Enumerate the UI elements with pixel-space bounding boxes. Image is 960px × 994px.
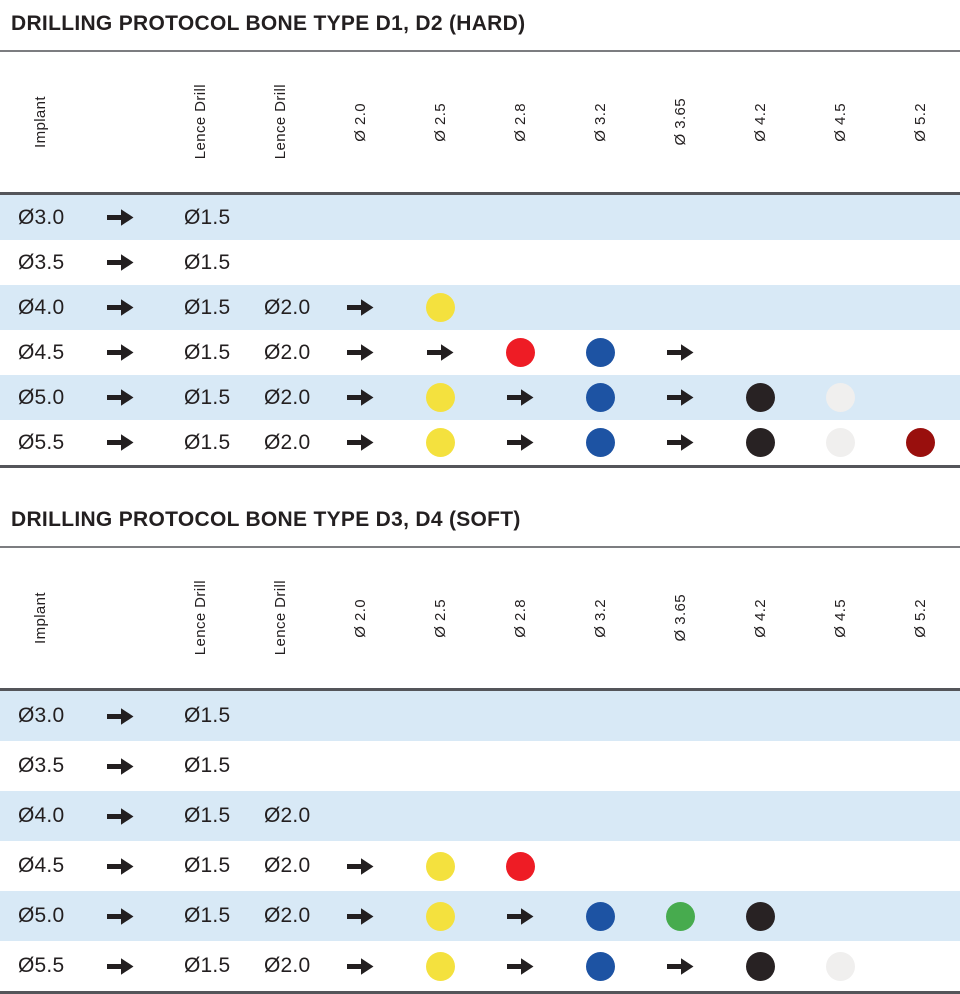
column-header-label: Lence Drill bbox=[191, 580, 209, 656]
empty-cell bbox=[560, 285, 640, 330]
arrow-cell bbox=[80, 420, 160, 465]
drill-size-cell bbox=[240, 285, 320, 330]
arrow-cell bbox=[80, 791, 160, 841]
arrow-cell bbox=[80, 285, 160, 330]
empty-cell bbox=[560, 195, 640, 240]
column-header-label: Implant bbox=[31, 592, 49, 644]
table-title-soft: DRILLING PROTOCOL BONE TYPE D3, D4 (SOFT) bbox=[11, 508, 521, 531]
empty-cell bbox=[240, 240, 320, 285]
drill-step-cell bbox=[720, 375, 800, 420]
drill-size-cell bbox=[240, 941, 320, 991]
empty-cell bbox=[800, 285, 880, 330]
drill-step-cell bbox=[400, 285, 480, 330]
empty-cell bbox=[880, 841, 960, 891]
implant-size-label: Ø4.0 bbox=[18, 295, 65, 319]
implant-size-cell bbox=[0, 240, 80, 285]
arrow-icon bbox=[507, 388, 534, 407]
drill-size-label: Ø1.5 bbox=[184, 340, 231, 364]
drill-size-cell bbox=[240, 791, 320, 841]
empty-cell bbox=[480, 691, 560, 741]
empty-cell bbox=[560, 841, 640, 891]
drill-step-cell bbox=[400, 375, 480, 420]
column-header-label: Ø 3.2 bbox=[591, 102, 609, 142]
table-row-3.5 bbox=[0, 741, 960, 791]
implant-size-cell bbox=[0, 691, 80, 741]
drill-step-cell bbox=[400, 841, 480, 891]
empty-cell bbox=[720, 285, 800, 330]
implant-size-cell bbox=[0, 841, 80, 891]
white-dot-icon bbox=[826, 952, 855, 981]
drill-size-label: Ø1.5 bbox=[184, 704, 231, 727]
arrow-cell bbox=[80, 375, 160, 420]
column-header-2.5 bbox=[400, 548, 480, 688]
column-header-lence-drill bbox=[240, 52, 320, 192]
arrow-icon bbox=[347, 388, 374, 407]
drill-step-cell bbox=[720, 420, 800, 465]
empty-cell bbox=[400, 691, 480, 741]
arrow-icon bbox=[107, 208, 134, 227]
empty-cell bbox=[800, 891, 880, 941]
column-header-label: Ø 2.0 bbox=[351, 598, 369, 638]
arrow-icon bbox=[667, 343, 694, 362]
column-header-label: Implant bbox=[31, 96, 49, 148]
empty-cell bbox=[640, 285, 720, 330]
column-header-2.0 bbox=[320, 52, 400, 192]
column-header-label: Ø 3.65 bbox=[671, 594, 689, 642]
drill-size-label: Ø1.5 bbox=[184, 904, 231, 927]
arrow-cell bbox=[80, 240, 160, 285]
arrow-icon bbox=[107, 757, 134, 776]
arrow-icon bbox=[347, 957, 374, 976]
column-header-lence-drill bbox=[240, 548, 320, 688]
arrow-cell bbox=[640, 941, 720, 991]
arrow-cell bbox=[640, 330, 720, 375]
implant-size-cell bbox=[0, 791, 80, 841]
drill-size-cell bbox=[240, 420, 320, 465]
table-header bbox=[0, 548, 960, 688]
table-row-4.0 bbox=[0, 285, 960, 330]
drill-size-cell bbox=[160, 791, 240, 841]
empty-cell bbox=[800, 741, 880, 791]
empty-cell bbox=[720, 240, 800, 285]
column-header-label: Ø 4.5 bbox=[831, 598, 849, 638]
empty-cell bbox=[560, 741, 640, 791]
implant-size-cell bbox=[0, 891, 80, 941]
empty-cell bbox=[880, 791, 960, 841]
black-dot-icon bbox=[746, 428, 775, 457]
table-row-4.5 bbox=[0, 330, 960, 375]
implant-size-label: Ø3.5 bbox=[18, 250, 65, 274]
drill-step-cell bbox=[400, 420, 480, 465]
drill-step-cell bbox=[400, 941, 480, 991]
yellow-dot-icon bbox=[426, 428, 455, 457]
column-header-label: Ø 2.8 bbox=[511, 598, 529, 638]
table-row-4.5 bbox=[0, 841, 960, 891]
empty-cell bbox=[400, 741, 480, 791]
drill-size-label: Ø1.5 bbox=[184, 205, 231, 229]
empty-cell bbox=[800, 240, 880, 285]
drill-size-cell bbox=[240, 891, 320, 941]
yellow-dot-icon bbox=[426, 383, 455, 412]
drill-size-label: Ø1.5 bbox=[184, 250, 231, 274]
arrow-cell bbox=[320, 420, 400, 465]
empty-cell bbox=[640, 841, 720, 891]
arrow-icon bbox=[427, 343, 454, 362]
drill-size-cell bbox=[160, 420, 240, 465]
column-header-label: Ø 4.2 bbox=[751, 102, 769, 142]
arrow-cell bbox=[320, 330, 400, 375]
empty-cell bbox=[480, 741, 560, 791]
implant-size-cell bbox=[0, 330, 80, 375]
yellow-dot-icon bbox=[426, 952, 455, 981]
drill-size-cell bbox=[160, 841, 240, 891]
column-header-3.65 bbox=[640, 548, 720, 688]
drill-size-label: Ø2.0 bbox=[264, 340, 311, 364]
drill-size-cell bbox=[160, 240, 240, 285]
empty-cell bbox=[800, 841, 880, 891]
drill-size-label: Ø2.0 bbox=[264, 385, 311, 409]
empty-cell bbox=[800, 691, 880, 741]
green-dot-icon bbox=[666, 902, 695, 931]
empty-cell bbox=[480, 240, 560, 285]
column-header-label: Ø 5.2 bbox=[911, 598, 929, 638]
empty-cell bbox=[720, 330, 800, 375]
drill-step-cell bbox=[560, 330, 640, 375]
implant-size-cell bbox=[0, 741, 80, 791]
column-header-implant bbox=[0, 548, 80, 688]
arrow-cell bbox=[80, 941, 160, 991]
implant-size-label: Ø4.0 bbox=[18, 804, 65, 827]
empty-cell bbox=[240, 741, 320, 791]
column-header-label: Ø 5.2 bbox=[911, 102, 929, 142]
column-header-empty bbox=[80, 548, 160, 688]
empty-cell bbox=[320, 741, 400, 791]
implant-size-cell bbox=[0, 285, 80, 330]
drill-size-cell bbox=[160, 691, 240, 741]
empty-cell bbox=[800, 791, 880, 841]
arrow-cell bbox=[80, 741, 160, 791]
drill-step-cell bbox=[480, 330, 560, 375]
arrow-cell bbox=[80, 195, 160, 240]
implant-size-label: Ø3.5 bbox=[18, 754, 65, 777]
empty-cell bbox=[720, 741, 800, 791]
empty-cell bbox=[880, 891, 960, 941]
white-dot-icon bbox=[826, 428, 855, 457]
empty-cell bbox=[640, 240, 720, 285]
empty-cell bbox=[320, 791, 400, 841]
implant-size-label: Ø5.0 bbox=[18, 904, 65, 927]
column-header-3.65 bbox=[640, 52, 720, 192]
drill-size-label: Ø1.5 bbox=[184, 754, 231, 777]
drill-step-cell bbox=[560, 891, 640, 941]
implant-size-label: Ø4.5 bbox=[18, 854, 65, 877]
arrow-cell bbox=[80, 330, 160, 375]
arrow-cell bbox=[480, 891, 560, 941]
empty-cell bbox=[320, 691, 400, 741]
empty-cell bbox=[880, 941, 960, 991]
black-dot-icon bbox=[746, 383, 775, 412]
drill-size-cell bbox=[160, 195, 240, 240]
empty-cell bbox=[720, 791, 800, 841]
column-header-2.5 bbox=[400, 52, 480, 192]
drill-size-cell bbox=[240, 375, 320, 420]
table-row-5.5 bbox=[0, 941, 960, 991]
column-header-label: Ø 2.5 bbox=[431, 102, 449, 142]
drill-size-cell bbox=[160, 330, 240, 375]
empty-cell bbox=[880, 691, 960, 741]
drill-step-cell bbox=[720, 941, 800, 991]
arrow-icon bbox=[107, 253, 134, 272]
drill-size-label: Ø2.0 bbox=[264, 954, 311, 977]
drill-size-label: Ø1.5 bbox=[184, 954, 231, 977]
drill-step-cell bbox=[880, 420, 960, 465]
arrow-cell bbox=[320, 841, 400, 891]
table-row-3.0 bbox=[0, 691, 960, 741]
empty-cell bbox=[640, 691, 720, 741]
table-row-5.0 bbox=[0, 375, 960, 420]
column-header-2.0 bbox=[320, 548, 400, 688]
arrow-cell bbox=[480, 420, 560, 465]
column-header-label: Ø 3.2 bbox=[591, 598, 609, 638]
column-header-2.8 bbox=[480, 548, 560, 688]
empty-cell bbox=[880, 330, 960, 375]
empty-cell bbox=[640, 741, 720, 791]
blue-dot-icon bbox=[586, 952, 615, 981]
table-row-5.0 bbox=[0, 891, 960, 941]
empty-cell bbox=[320, 240, 400, 285]
blue-dot-icon bbox=[586, 383, 615, 412]
arrow-cell bbox=[80, 891, 160, 941]
blue-dot-icon bbox=[586, 428, 615, 457]
drill-size-cell bbox=[240, 330, 320, 375]
implant-size-label: Ø3.0 bbox=[18, 205, 65, 229]
empty-cell bbox=[800, 330, 880, 375]
drill-size-label: Ø1.5 bbox=[184, 295, 231, 319]
column-header-label: Ø 2.5 bbox=[431, 598, 449, 638]
arrow-cell bbox=[320, 285, 400, 330]
table-header bbox=[0, 52, 960, 192]
arrow-icon bbox=[347, 298, 374, 317]
column-header-4.5 bbox=[800, 548, 880, 688]
yellow-dot-icon bbox=[426, 293, 455, 322]
arrow-cell bbox=[640, 375, 720, 420]
column-header-label: Lence Drill bbox=[191, 84, 209, 160]
empty-cell bbox=[400, 195, 480, 240]
column-header-empty bbox=[80, 52, 160, 192]
arrow-icon bbox=[107, 388, 134, 407]
empty-cell bbox=[720, 691, 800, 741]
arrow-icon bbox=[347, 857, 374, 876]
protocol-table-hard bbox=[0, 0, 960, 468]
arrow-icon bbox=[347, 343, 374, 362]
table-body bbox=[0, 195, 960, 465]
drill-size-cell bbox=[160, 285, 240, 330]
drill-step-cell bbox=[560, 420, 640, 465]
empty-cell bbox=[560, 240, 640, 285]
red-dot-icon bbox=[506, 338, 535, 367]
column-header-label: Ø 3.65 bbox=[671, 98, 689, 146]
empty-cell bbox=[480, 195, 560, 240]
table-bottom-divider bbox=[0, 465, 960, 468]
arrow-cell bbox=[480, 375, 560, 420]
table-body bbox=[0, 691, 960, 991]
column-header-label: Lence Drill bbox=[271, 580, 289, 656]
empty-cell bbox=[480, 285, 560, 330]
drill-size-label: Ø1.5 bbox=[184, 854, 231, 877]
implant-size-cell bbox=[0, 375, 80, 420]
arrow-icon bbox=[107, 957, 134, 976]
implant-size-cell bbox=[0, 941, 80, 991]
empty-cell bbox=[400, 791, 480, 841]
arrow-cell bbox=[480, 941, 560, 991]
column-header-4.2 bbox=[720, 52, 800, 192]
implant-size-label: Ø3.0 bbox=[18, 704, 65, 727]
column-header-label: Ø 2.0 bbox=[351, 102, 369, 142]
arrow-icon bbox=[107, 707, 134, 726]
drill-size-label: Ø1.5 bbox=[184, 385, 231, 409]
arrow-icon bbox=[507, 907, 534, 926]
drill-step-cell bbox=[640, 891, 720, 941]
table-row-4.0 bbox=[0, 791, 960, 841]
arrow-icon bbox=[507, 957, 534, 976]
column-header-label: Ø 4.5 bbox=[831, 102, 849, 142]
drill-step-cell bbox=[560, 375, 640, 420]
column-header-label: Ø 4.2 bbox=[751, 598, 769, 638]
implant-size-label: Ø4.5 bbox=[18, 340, 65, 364]
drill-step-cell bbox=[720, 891, 800, 941]
arrow-icon bbox=[507, 433, 534, 452]
implant-size-cell bbox=[0, 420, 80, 465]
drill-size-label: Ø1.5 bbox=[184, 804, 231, 827]
empty-cell bbox=[880, 741, 960, 791]
table-title-hard: DRILLING PROTOCOL BONE TYPE D1, D2 (HARD) bbox=[11, 12, 526, 35]
arrow-cell bbox=[320, 891, 400, 941]
column-header-4.5 bbox=[800, 52, 880, 192]
empty-cell bbox=[720, 195, 800, 240]
drill-size-label: Ø2.0 bbox=[264, 904, 311, 927]
arrow-cell bbox=[320, 375, 400, 420]
blue-dot-icon bbox=[586, 902, 615, 931]
implant-size-label: Ø5.5 bbox=[18, 954, 65, 977]
arrow-icon bbox=[107, 298, 134, 317]
arrow-icon bbox=[347, 907, 374, 926]
arrow-cell bbox=[80, 841, 160, 891]
blue-dot-icon bbox=[586, 338, 615, 367]
arrow-cell bbox=[640, 420, 720, 465]
drill-step-cell bbox=[800, 375, 880, 420]
empty-cell bbox=[800, 195, 880, 240]
arrow-cell bbox=[320, 941, 400, 991]
implant-size-label: Ø5.5 bbox=[18, 430, 65, 454]
empty-cell bbox=[240, 691, 320, 741]
arrow-cell bbox=[400, 330, 480, 375]
white-dot-icon bbox=[826, 383, 855, 412]
drill-size-label: Ø2.0 bbox=[264, 854, 311, 877]
yellow-dot-icon bbox=[426, 902, 455, 931]
yellow-dot-icon bbox=[426, 852, 455, 881]
arrow-icon bbox=[107, 433, 134, 452]
drill-step-cell bbox=[480, 841, 560, 891]
empty-cell bbox=[880, 240, 960, 285]
arrow-icon bbox=[667, 433, 694, 452]
drill-size-cell bbox=[160, 375, 240, 420]
empty-cell bbox=[720, 841, 800, 891]
arrow-cell bbox=[80, 691, 160, 741]
column-header-implant bbox=[0, 52, 80, 192]
empty-cell bbox=[560, 791, 640, 841]
column-header-3.2 bbox=[560, 548, 640, 688]
drill-size-cell bbox=[160, 941, 240, 991]
arrow-icon bbox=[107, 907, 134, 926]
arrow-icon bbox=[107, 807, 134, 826]
empty-cell bbox=[320, 195, 400, 240]
column-header-4.2 bbox=[720, 548, 800, 688]
drill-step-cell bbox=[800, 941, 880, 991]
implant-size-label: Ø5.0 bbox=[18, 385, 65, 409]
arrow-icon bbox=[107, 857, 134, 876]
empty-cell bbox=[880, 375, 960, 420]
empty-cell bbox=[640, 791, 720, 841]
column-header-label: Lence Drill bbox=[271, 84, 289, 160]
black-dot-icon bbox=[746, 902, 775, 931]
table-row-3.5 bbox=[0, 240, 960, 285]
empty-cell bbox=[480, 791, 560, 841]
drill-step-cell bbox=[400, 891, 480, 941]
empty-cell bbox=[880, 285, 960, 330]
column-header-5.2 bbox=[880, 548, 960, 688]
empty-cell bbox=[240, 195, 320, 240]
empty-cell bbox=[400, 240, 480, 285]
drill-size-cell bbox=[160, 741, 240, 791]
drill-size-cell bbox=[160, 891, 240, 941]
black-dot-icon bbox=[746, 952, 775, 981]
column-header-5.2 bbox=[880, 52, 960, 192]
red-dot-icon bbox=[506, 852, 535, 881]
drill-step-cell bbox=[560, 941, 640, 991]
table-row-5.5 bbox=[0, 420, 960, 465]
implant-size-cell bbox=[0, 195, 80, 240]
drill-size-label: Ø1.5 bbox=[184, 430, 231, 454]
empty-cell bbox=[560, 691, 640, 741]
table-row-3.0 bbox=[0, 195, 960, 240]
column-header-lence-drill bbox=[160, 548, 240, 688]
column-header-lence-drill bbox=[160, 52, 240, 192]
empty-cell bbox=[640, 195, 720, 240]
arrow-icon bbox=[107, 343, 134, 362]
drill-size-label: Ø2.0 bbox=[264, 804, 311, 827]
arrow-icon bbox=[667, 388, 694, 407]
column-header-2.8 bbox=[480, 52, 560, 192]
drill-size-cell bbox=[240, 841, 320, 891]
drill-size-label: Ø2.0 bbox=[264, 430, 311, 454]
column-header-label: Ø 2.8 bbox=[511, 102, 529, 142]
column-header-3.2 bbox=[560, 52, 640, 192]
darkred-dot-icon bbox=[906, 428, 935, 457]
drill-step-cell bbox=[800, 420, 880, 465]
arrow-icon bbox=[667, 957, 694, 976]
drill-size-label: Ø2.0 bbox=[264, 295, 311, 319]
arrow-icon bbox=[347, 433, 374, 452]
protocol-table-soft bbox=[0, 496, 960, 994]
empty-cell bbox=[880, 195, 960, 240]
